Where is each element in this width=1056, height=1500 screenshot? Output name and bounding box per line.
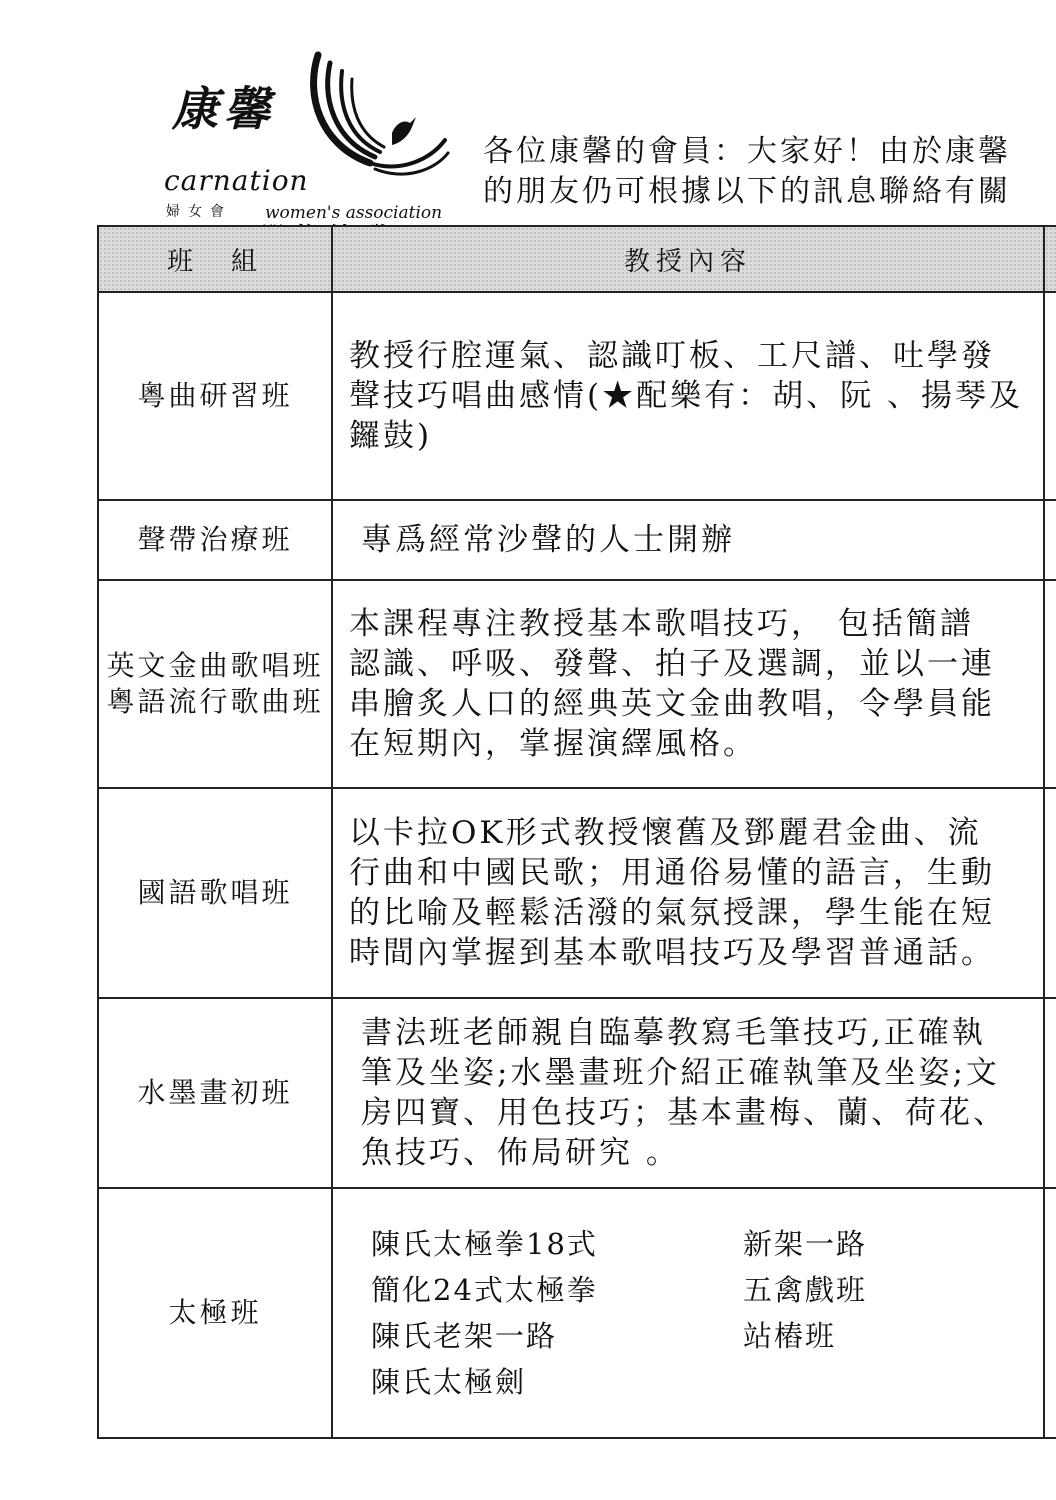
class-name: 太極班: [98, 1188, 332, 1438]
phoenix-icon: [300, 45, 450, 195]
table-row: [98, 788, 1056, 998]
class-description: [332, 292, 1044, 500]
table-row: [98, 1188, 1056, 1438]
description-line: 的比喻及輕鬆活潑的氣氛授課，學生能在短: [349, 895, 995, 931]
logo-sub-english: women's association: [265, 203, 443, 223]
taichi-item: 陳氏太極拳18式: [371, 1227, 598, 1261]
table-row: [98, 292, 1056, 500]
description-line: 本課程專注教授基本歌唱技巧， 包括簡譜: [349, 606, 974, 642]
description-line: 鑼鼓): [349, 418, 433, 454]
logo-sub-chinese: 婦女會: [166, 204, 232, 220]
table-row: [98, 500, 1056, 580]
description-line: 魚技巧、佈局研究 。: [361, 1135, 680, 1171]
table-row: [98, 580, 1056, 788]
description-line: 聲技巧唱曲感情(★配樂有：胡、阮 、揚琴及: [349, 378, 1023, 414]
table-row: [98, 998, 1056, 1188]
truncated-cell: [1044, 1188, 1056, 1438]
description-line: 時間內掌握到基本歌唱技巧及學習普通話。: [349, 935, 995, 971]
association-logo: [150, 45, 450, 223]
header-class-group: 班 組: [98, 226, 332, 292]
class-name-line: 英文金曲歌唱班: [106, 649, 324, 682]
intro-line: 各位康馨的會員：大家好！由於康馨: [483, 134, 1011, 169]
taichi-item: 陳氏太極劍: [371, 1365, 527, 1399]
description-line: 書法班老師親自臨摹教寫毛筆技巧,正確執: [361, 1015, 986, 1051]
description-line: 在短期內，掌握演繹風格。: [349, 726, 757, 762]
truncated-cell: [1044, 998, 1056, 1188]
description-line: 以卡拉OK形式教授懷舊及鄧麗君金曲、流: [349, 815, 982, 851]
taichi-item: 陳氏老架一路: [371, 1319, 558, 1353]
taichi-item: 站樁班: [743, 1319, 837, 1353]
taichi-course-list: [361, 1224, 1043, 1402]
taichi-item: 五禽戲班: [743, 1273, 868, 1307]
class-description: [332, 998, 1044, 1188]
description-line: 串膾炙人口的經典英文金曲教唱，令學員能: [349, 686, 995, 722]
class-name-line: 粵語流行歌曲班: [106, 685, 324, 718]
logo-chinese-name: 康馨: [172, 82, 276, 136]
taichi-item: 簡化24式太極拳: [371, 1273, 598, 1307]
description-line: 認識、呼吸、發聲、拍子及選調，並以一連: [349, 646, 995, 682]
description-line: 教授行腔運氣、認識叮板、工尺譜、吐學發: [349, 338, 995, 374]
logo-english-name: carnation: [164, 164, 309, 197]
description-line: 筆及坐姿;水墨畫班介紹正確執筆及坐姿;文: [361, 1055, 1000, 1091]
taichi-item: 新架一路: [743, 1227, 868, 1261]
class-name: [98, 580, 332, 788]
class-description: [332, 788, 1044, 998]
description-line: 房四寶、用色技巧；基本畫梅、蘭、荷花、: [361, 1095, 1007, 1131]
class-name: 聲帶治療班: [98, 500, 332, 580]
class-name: 水墨畫初班: [98, 998, 332, 1188]
description-line: 專爲經常沙聲的人士開辦: [361, 522, 735, 558]
class-name: 粵曲研習班: [98, 292, 332, 500]
truncated-cell: [1044, 580, 1056, 788]
description-line: 行曲和中國民歌；用通俗易懂的語言，生動: [349, 855, 995, 891]
class-description: [332, 580, 1044, 788]
intro-paragraph: [483, 132, 1056, 212]
course-table: [97, 225, 1056, 1439]
table-header-row: [98, 226, 1056, 292]
truncated-cell: [1044, 500, 1056, 580]
intro-line: 的朋友仍可根據以下的訊息聯絡有關: [483, 174, 1011, 209]
truncated-cell: [1044, 292, 1056, 500]
class-description: [332, 500, 1044, 580]
truncated-cell: [1044, 788, 1056, 998]
class-name: 國語歌唱班: [98, 788, 332, 998]
taichi-item: [743, 1362, 1043, 1402]
header-content: 教授內容: [332, 226, 1044, 292]
class-description: [332, 1188, 1044, 1438]
header-truncated: [1044, 226, 1056, 292]
